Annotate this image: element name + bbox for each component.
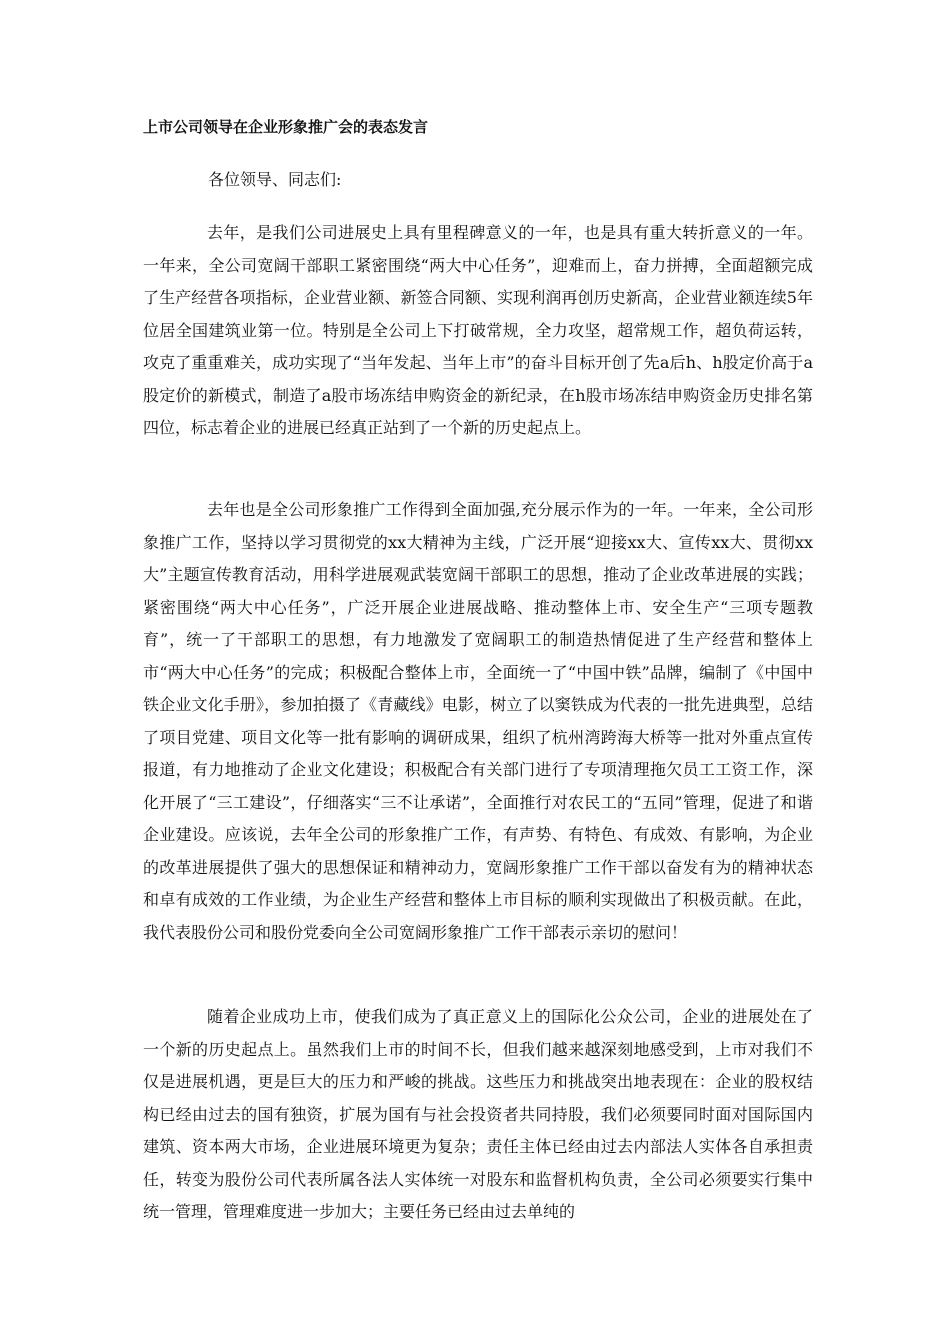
paragraph-3: 随着企业成功上市，使我们成为了真正意义上的国际化公众公司，企业的进展处在了一个新的历史起点上。虽然我们上市的时间不长，但我们越来越深刻地感受到，上市对我们不仅是进展机遇，更是巨大的压力和严峻的挑战。这些压力和挑战突出地表现在：企业的股权结构已经由过去的国有独资，扩展为国有与社会投资者共同持股，我们必须要同时面对国际国内建筑、资本两大市场，企业进展环境更为复杂；责任主体已经由过去内部法人实体各自承担责任，转变为股份公司代表所属各法人实体统一对股东和监督机构负责，全公司必须要实行集中统一管理，管理难度进一步加大；主要任务已经由过去单纯的 [143,1007,813,1221]
paragraph-1: 去年，是我们公司进展史上具有里程碑意义的一年，也是具有重大转折意义的一年。一年来，全公司宽阔干部职工紧密围绕“两大中心任务”，迎难而上，奋力拼搏，全面超额完成了生产经营各项指标，企业营业额、新签合同额、实现利润再创历史新高，企业营业额连续5年位居全国建筑业第一位。特别是全公司上下打破常规，全力攻坚，超常规工作，超负荷运转，攻克了重重难关，成功实现了“当年发起、当年上市”的奋斗目标开创了先a后h、h股定价高于a股定价的新模式，制造了a股市场冻结申购资金的新纪录，在h股市场冻结申购资金历史排名第四位，标志着企业的进展已经真正站到了一个新的历史起点上。 [143,223,813,437]
paragraph-2: 去年也是全公司形象推广工作得到全面加强,充分展示作为的一年。一年来，全公司形象推广工作，坚持以学习贯彻党的xx大精神为主线，广泛开展“迎接xx大、宣传xx大、贯彻xx大”主题宣传教育活动，用科学进展观武装宽阔干部职工的思想，推动了企业改革进展的实践；紧密围绕“两大中心任务”，广泛开展企业进展战略、推动整体上市、安全生产“三项专题教育”，统一了干部职工的思想，有力地激发了宽阔职工的制造热情促进了生产经营和整体上市“两大中心任务”的完成；积极配合整体上市，全面统一了“中国中铁”品牌，编制了《中国中铁企业文化手册》，参加拍摄了《青藏线》电影，树立了以窦铁成为代表的一批先进典型，总结了项目党建、项目文化等一批有影响的调研成果，组织了杭州湾跨海大桥等一批对外重点宣传报道，有力地推动了企业文化建设；积极配合有关部门进行了专项清理拖欠员工工资工作，深化开展了“三工建设”，仔细落实“三不让承诺”，全面推行对农民工的“五同”管理，促进了和谐企业建设。应该说，去年全公司的形象推广工作，有声势、有特色、有成效、有影响，为企业的改革进展提供了强大的思想保证和精神动力，宽阔形象推广工作干部以奋发有为的精神状态和卓有成效的工作业绩，为企业生产经营和整体上市目标的顺利实现做出了积极贡献。在此，我代表股份公司和股份党委向全公司宽阔形象推广工作干部表示亲切的慰问！ [143,500,813,942]
greeting: 各位领导、同志们: [208,170,342,189]
document-title: 上市公司领导在企业形象推广会的表态发言 [143,118,429,136]
